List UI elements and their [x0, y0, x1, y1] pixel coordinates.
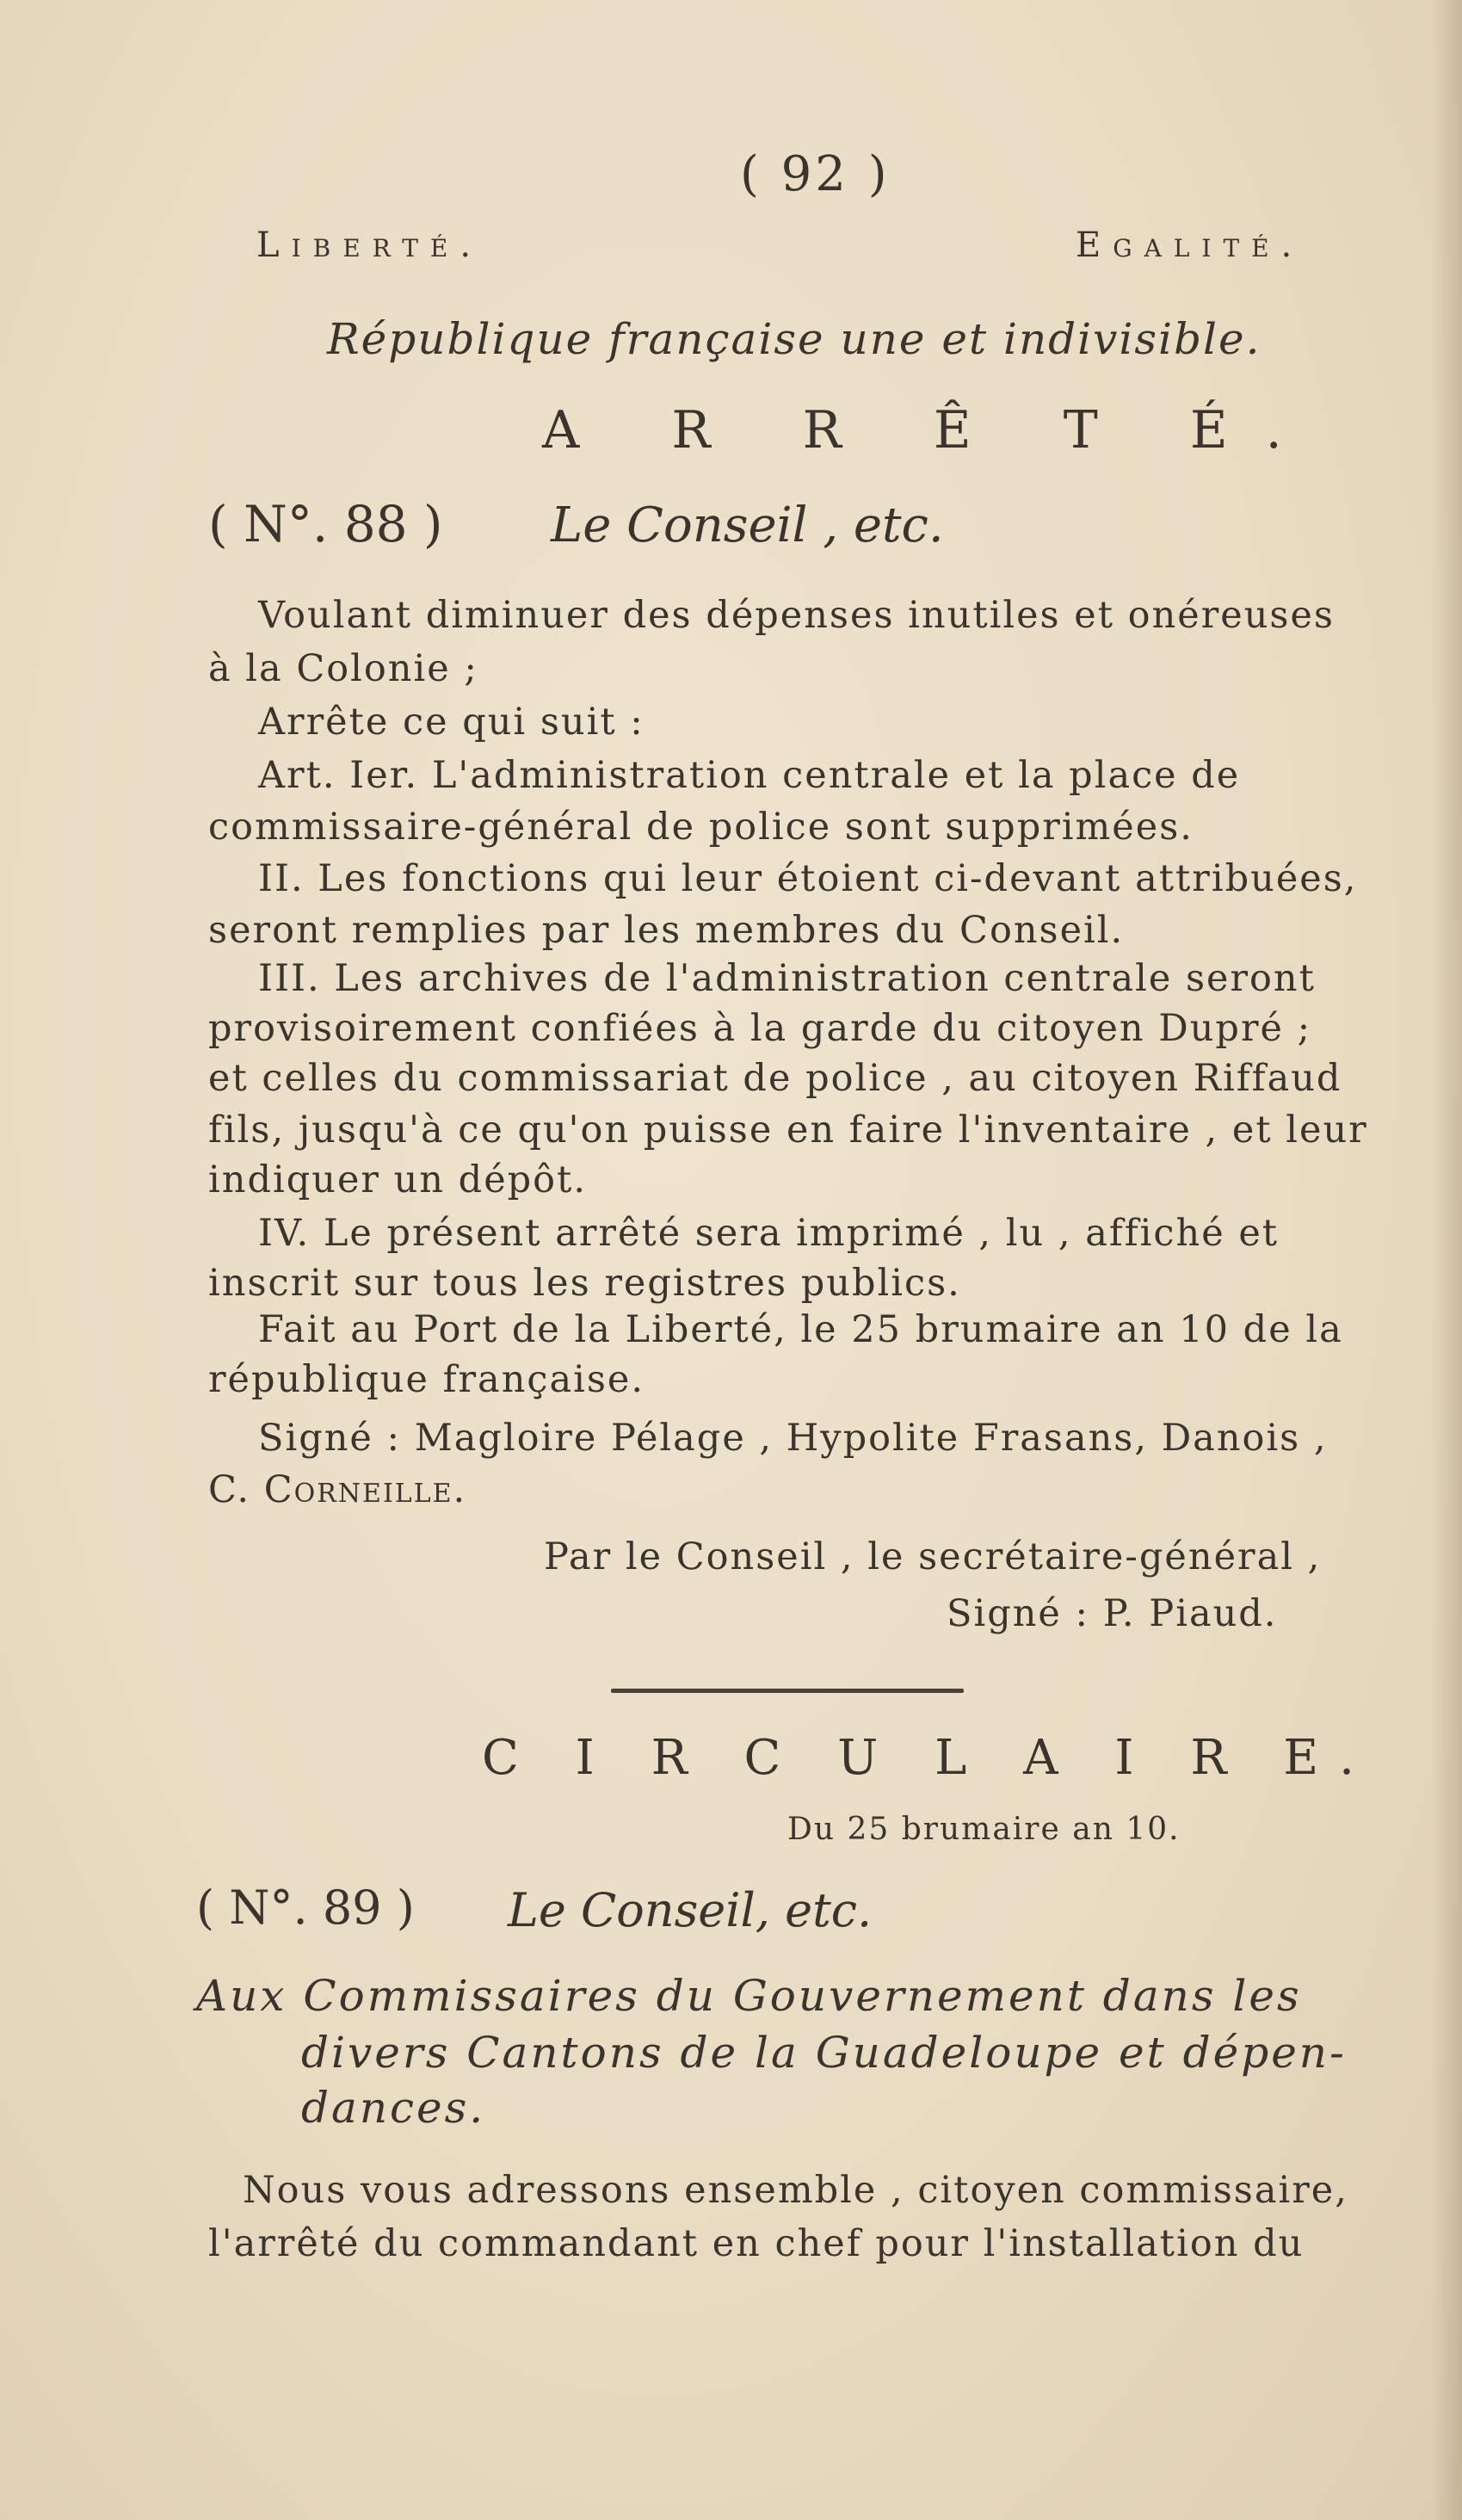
- page-number: ( 92 ): [740, 146, 891, 202]
- address-line: Aux Commissaires du Gouvernement dans les: [196, 1971, 1302, 2021]
- arrete-title: A R R Ê T É.: [542, 400, 1320, 460]
- text-line: IV. Le présent arrêté sera imprimé , lu , affiché et: [258, 1212, 1280, 1255]
- circulaire-date: Du 25 brumaire an 10.: [787, 1812, 1181, 1847]
- circulaire-body-line: Nous vous adressons ensemble , citoyen commissaire,: [243, 2169, 1348, 2212]
- text-line: à la Colonie ;: [208, 647, 478, 690]
- circulaire-title: C I R C U L A I R E.: [482, 1730, 1375, 1786]
- address-line: divers Cantons de la Guadeloupe et dépen-: [301, 2028, 1347, 2078]
- motto-egalite: Egalité.: [1076, 225, 1305, 265]
- text-line: seront remplies par les membres du Conseil.: [208, 909, 1125, 952]
- circulaire-issuer: Le Conseil, etc.: [508, 1883, 873, 1937]
- text-line: fils, jusqu'à ce qu'on puisse en faire l'inventaire , et leur: [208, 1109, 1368, 1152]
- signatories-line: C. Corneille.: [208, 1468, 467, 1511]
- address-line: dances.: [301, 2083, 486, 2133]
- text-line: inscrit sur tous les registres publics.: [208, 1262, 961, 1305]
- text-line: république française.: [208, 1358, 645, 1401]
- text-line: II. Les fonctions qui leur étoient ci-devant attribuées,: [258, 857, 1358, 900]
- text-line: commissaire-général de police sont supprimées.: [208, 806, 1194, 849]
- section-divider: [611, 1689, 964, 1693]
- secretary-line: Par le Conseil , le secrétaire-général ,: [544, 1535, 1322, 1578]
- page-edge-shadow: [1431, 0, 1462, 2520]
- text-line: provisoirement confiées à la garde du citoyen Dupré ;: [208, 1007, 1312, 1050]
- motto-liberte: Liberté.: [256, 225, 484, 265]
- text-line: Art. Ier. L'administration centrale et la place de: [258, 754, 1241, 797]
- arrete-issuer: Le Conseil , etc.: [551, 497, 944, 553]
- arrete-number: ( N°. 88 ): [208, 495, 443, 553]
- text-line: indiquer un dépôt.: [208, 1158, 588, 1201]
- republic-heading: République française une et indivisible.: [327, 314, 1262, 364]
- text-line: III. Les archives de l'administration centrale seront: [258, 957, 1316, 1000]
- text-line: Voulant diminuer des dépenses inutiles et onéreuses: [258, 594, 1335, 637]
- text-line: et celles du commissariat de police , au citoyen Riffaud: [208, 1057, 1342, 1100]
- signatories-line: Signé : Magloire Pélage , Hypolite Frasans, Danois ,: [258, 1417, 1328, 1460]
- text-line: Fait au Port de la Liberté, le 25 brumaire an 10 de la: [258, 1308, 1343, 1351]
- circulaire-number: ( N°. 89 ): [196, 1881, 415, 1935]
- circulaire-body-line: l'arrêté du commandant en chef pour l'installation du: [208, 2222, 1305, 2265]
- text-line: Arrête ce qui suit :: [258, 701, 645, 744]
- secretary-signature: Signé : P. Piaud.: [947, 1592, 1278, 1635]
